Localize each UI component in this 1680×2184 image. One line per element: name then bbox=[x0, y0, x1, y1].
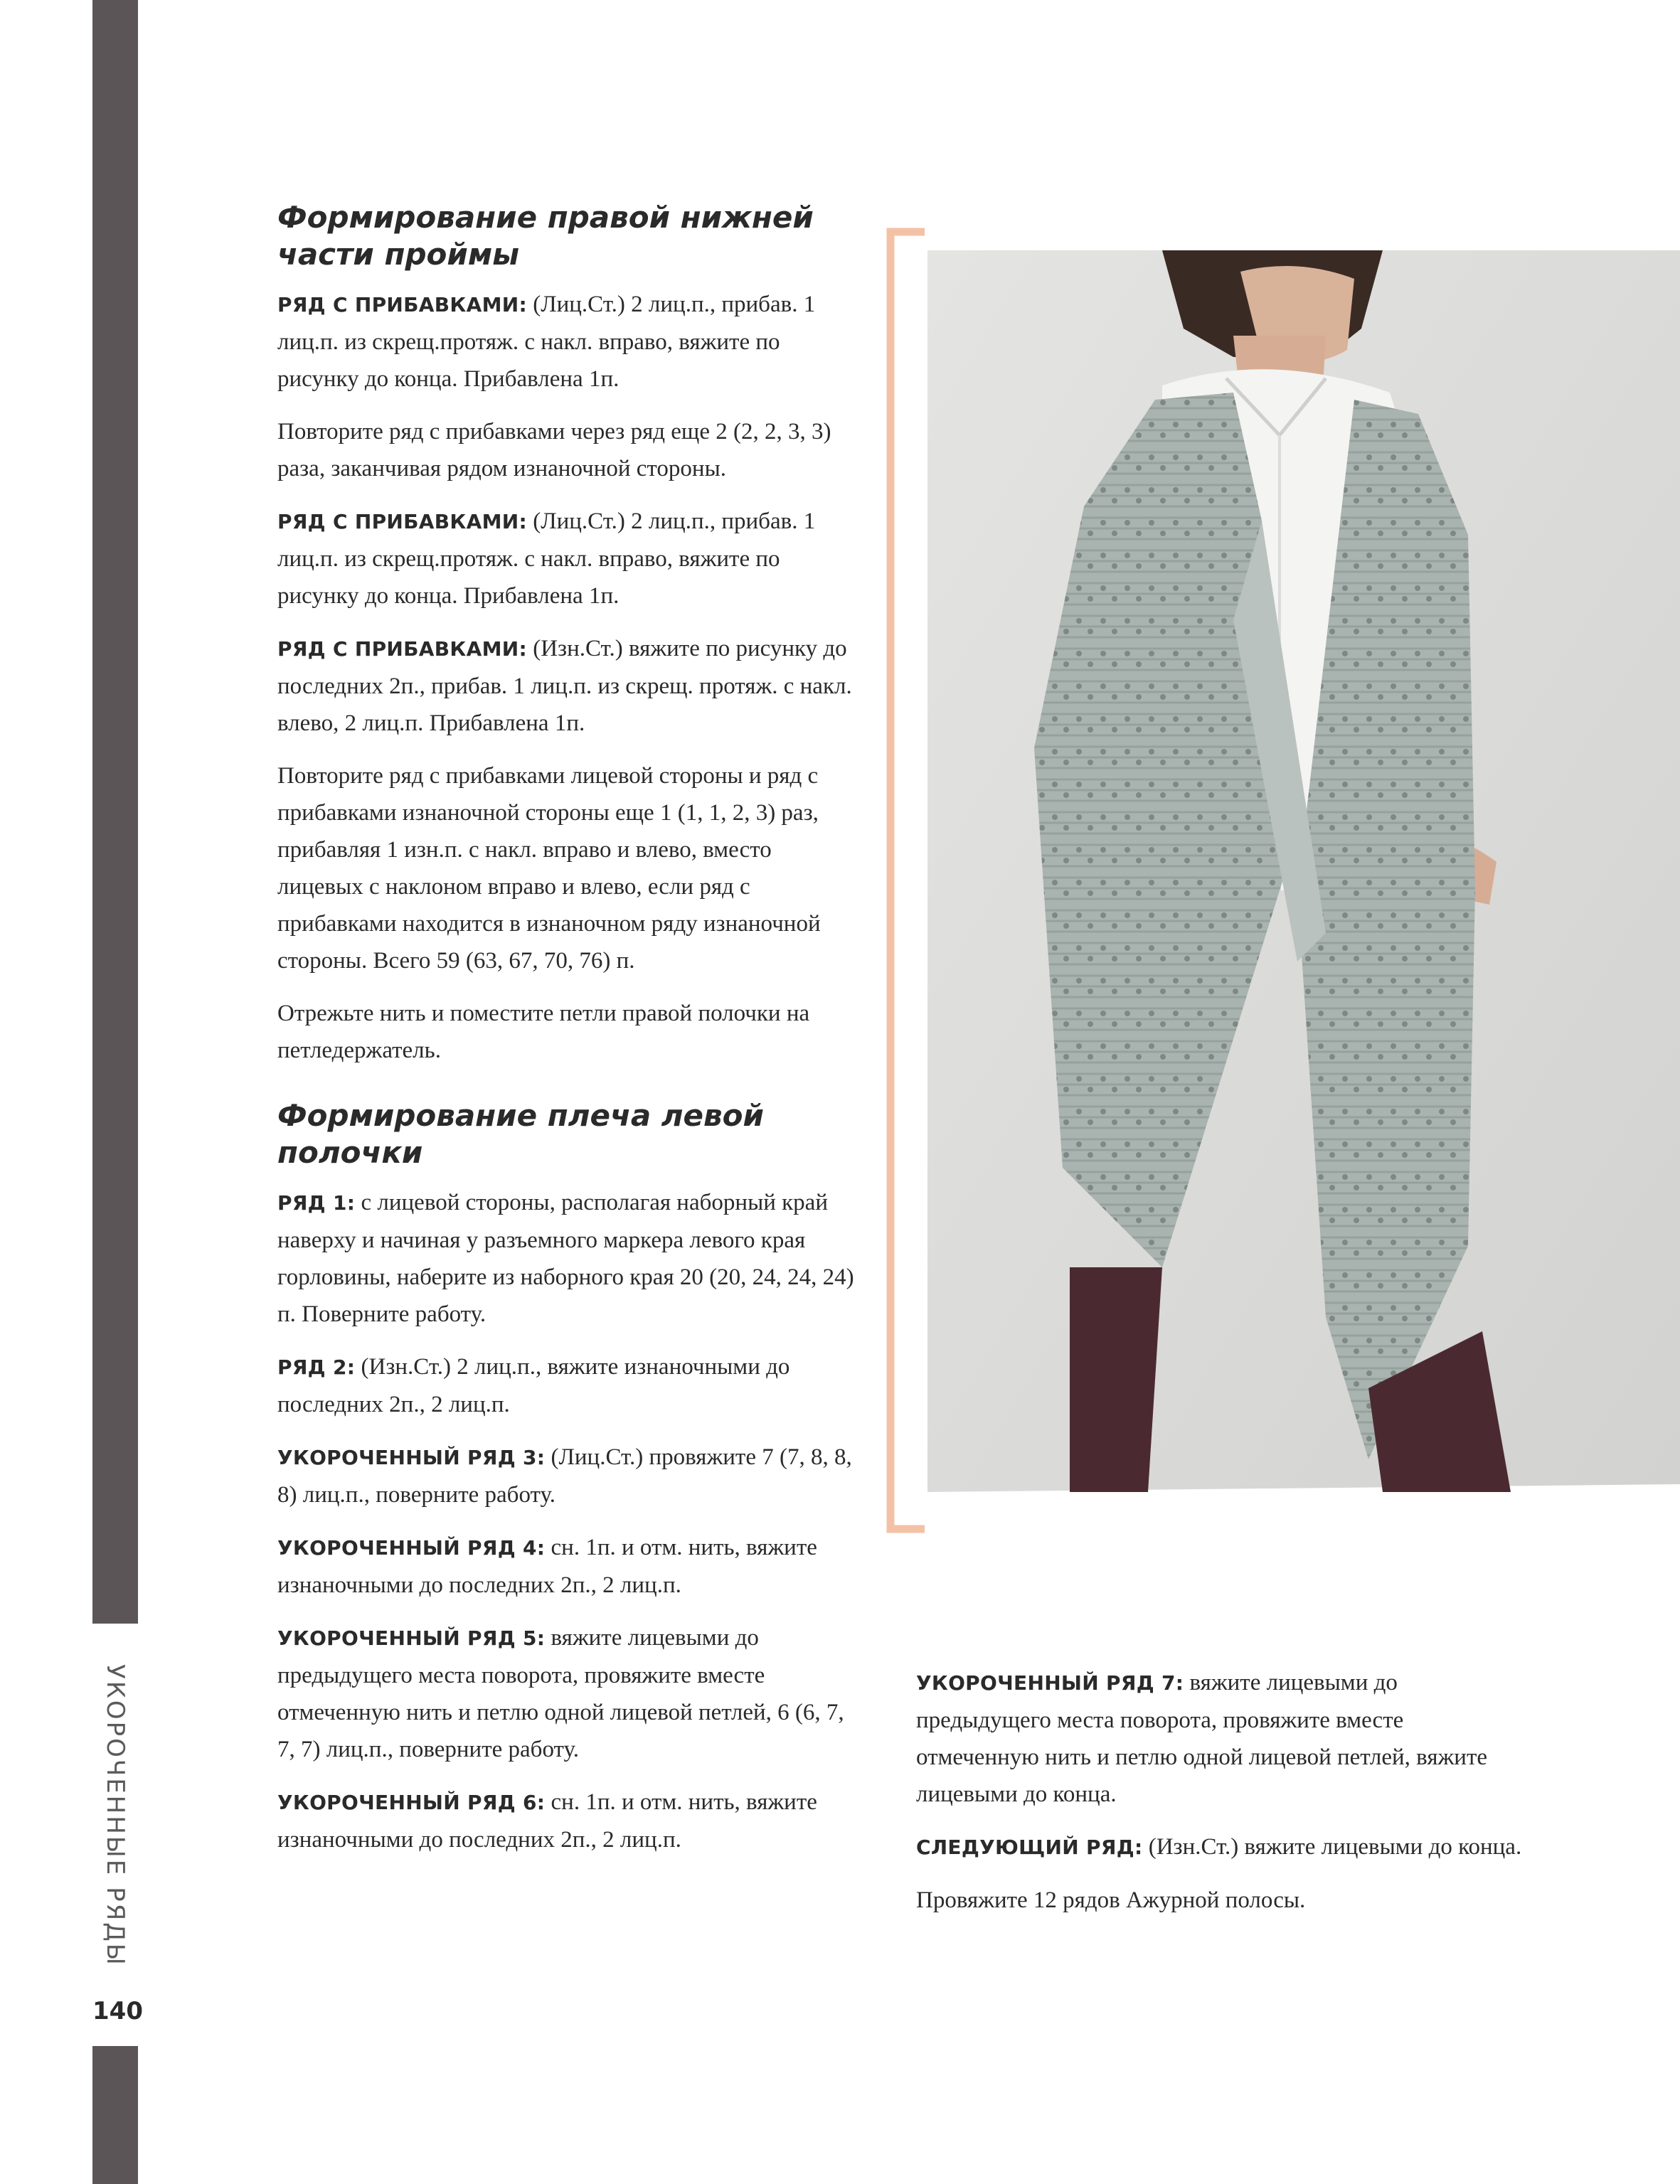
paragraph: Провяжите 12 рядов Ажурной полосы. bbox=[916, 1887, 1306, 1913]
row-text: сн. 1п. и отм. нить, вяжите изнаночными до последних 2п., 2 лиц.п. bbox=[277, 1535, 817, 1598]
row-text: с лицевой стороны, располагая наборный край наверху и начиная у разъемного маркера левого края горловины, наберите из наборного края 20 (20, 24, 24, 24) п. Поверните работу. bbox=[277, 1190, 854, 1327]
paragraph bbox=[916, 1828, 1528, 1866]
paragraph bbox=[277, 1784, 861, 1858]
row-label: СЛЕДУЮЩИЙ РЯД: bbox=[916, 1836, 1143, 1859]
paragraph bbox=[277, 1619, 861, 1768]
row-text: вяжите лицевыми до предыдущего места поворота, провяжите вместе отмеченную нить и петлю одной лицевой петлей, вяжите лицевыми до конца. bbox=[916, 1670, 1488, 1807]
row-text: (Лиц.Ст.) провяжите 7 (7, 8, 8, 8) лиц.п., поверните работу. bbox=[277, 1444, 852, 1508]
sidebar-bar-top bbox=[92, 0, 138, 1624]
row-label: РЯД С ПРИБАВКАМИ: bbox=[277, 293, 527, 316]
row-label: РЯД 1: bbox=[277, 1191, 356, 1215]
paragraph bbox=[277, 1439, 861, 1513]
row-label: РЯД С ПРИБАВКАМИ: bbox=[277, 637, 527, 661]
row-text: (Лиц.Ст.) 2 лиц.п., прибав. 1 лиц.п. из скрещ.протяж. с накл. вправо, вяжите по рисунку до конца. Прибавлена 1п. bbox=[277, 292, 816, 392]
paragraph bbox=[916, 1664, 1528, 1813]
row-label: УКОРОЧЕННЫЙ РЯД 4: bbox=[277, 1536, 546, 1560]
row-label: РЯД 2: bbox=[277, 1355, 356, 1379]
row-label: УКОРОЧЕННЫЙ РЯД 7: bbox=[916, 1671, 1184, 1695]
paragraph bbox=[277, 630, 861, 742]
paragraph: Повторите ряд с прибавками через ряд еще 2 (2, 2, 3, 3) раза, заканчивая рядом изнаночной стороны. bbox=[277, 419, 831, 481]
row-label: УКОРОЧЕННЫЙ РЯД 6: bbox=[277, 1791, 546, 1814]
paragraph bbox=[277, 1184, 861, 1333]
paragraph bbox=[277, 286, 861, 398]
paragraph: Отрежьте нить и поместите петли правой полочки на петледержатель. bbox=[277, 1001, 810, 1063]
paragraph bbox=[277, 1529, 861, 1604]
right-text-column bbox=[916, 1664, 1528, 1934]
section-title: УКОРОЧЕННЫЕ РЯДЫ bbox=[101, 1664, 129, 1967]
sidebar-bar-bottom bbox=[92, 2046, 138, 2184]
row-text: (Изн.Ст.) вяжите по рисунку до последних 2п., прибав. 1 лиц.п. из скрещ. протяж. с накл. влево, 2 лиц.п. Прибавлена 1п. bbox=[277, 636, 852, 736]
row-text: (Лиц.Ст.) 2 лиц.п., прибав. 1 лиц.п. из скрещ.протяж. с накл. вправо, вяжите по рисунку до конца. Прибавлена 1п. bbox=[277, 508, 816, 609]
page-number: 140 bbox=[92, 1997, 143, 2025]
row-label: УКОРОЧЕННЫЙ РЯД 3: bbox=[277, 1446, 546, 1469]
heading-shoulder: Формирование плеча левой полочки bbox=[277, 1098, 764, 1170]
paragraph bbox=[277, 503, 861, 614]
paragraph bbox=[277, 1348, 861, 1423]
photo-frame-bracket bbox=[882, 226, 930, 1535]
row-text: вяжите лицевыми до предыдущего места поворота, провяжите вместе отмеченную нить и петлю одной лицевой петлей, 6 (6, 7, 7, 7) лиц.п., поверните работу. bbox=[277, 1625, 844, 1762]
vest-model-photo bbox=[927, 250, 1680, 1492]
row-label: УКОРОЧЕННЫЙ РЯД 5: bbox=[277, 1626, 546, 1650]
row-text: сн. 1п. и отм. нить, вяжите изнаночными до последних 2п., 2 лиц.п. bbox=[277, 1789, 817, 1853]
row-text: (Изн.Ст.) 2 лиц.п., вяжите изнаночными до последних 2п., 2 лиц.п. bbox=[277, 1354, 790, 1417]
left-text-column bbox=[277, 199, 861, 1874]
row-text: (Изн.Ст.) вяжите лицевыми до конца. bbox=[1142, 1834, 1522, 1860]
row-label: РЯД С ПРИБАВКАМИ: bbox=[277, 510, 527, 533]
heading-armhole: Формирование правой нижней части проймы bbox=[277, 200, 814, 272]
paragraph: Повторите ряд с прибавками лицевой стороны и ряд с прибавками изнаночной стороны еще 1 (1, 1, 2, 3) раз, прибавляя 1 изн.п. с накл. вправо и влево, вместо лицевых с наклоном вправо и влево, если ряд с прибавками находится в изнаночном ряду изнаночной стороны. Всего 59 (63, 67, 70, 76) п. bbox=[277, 763, 821, 974]
